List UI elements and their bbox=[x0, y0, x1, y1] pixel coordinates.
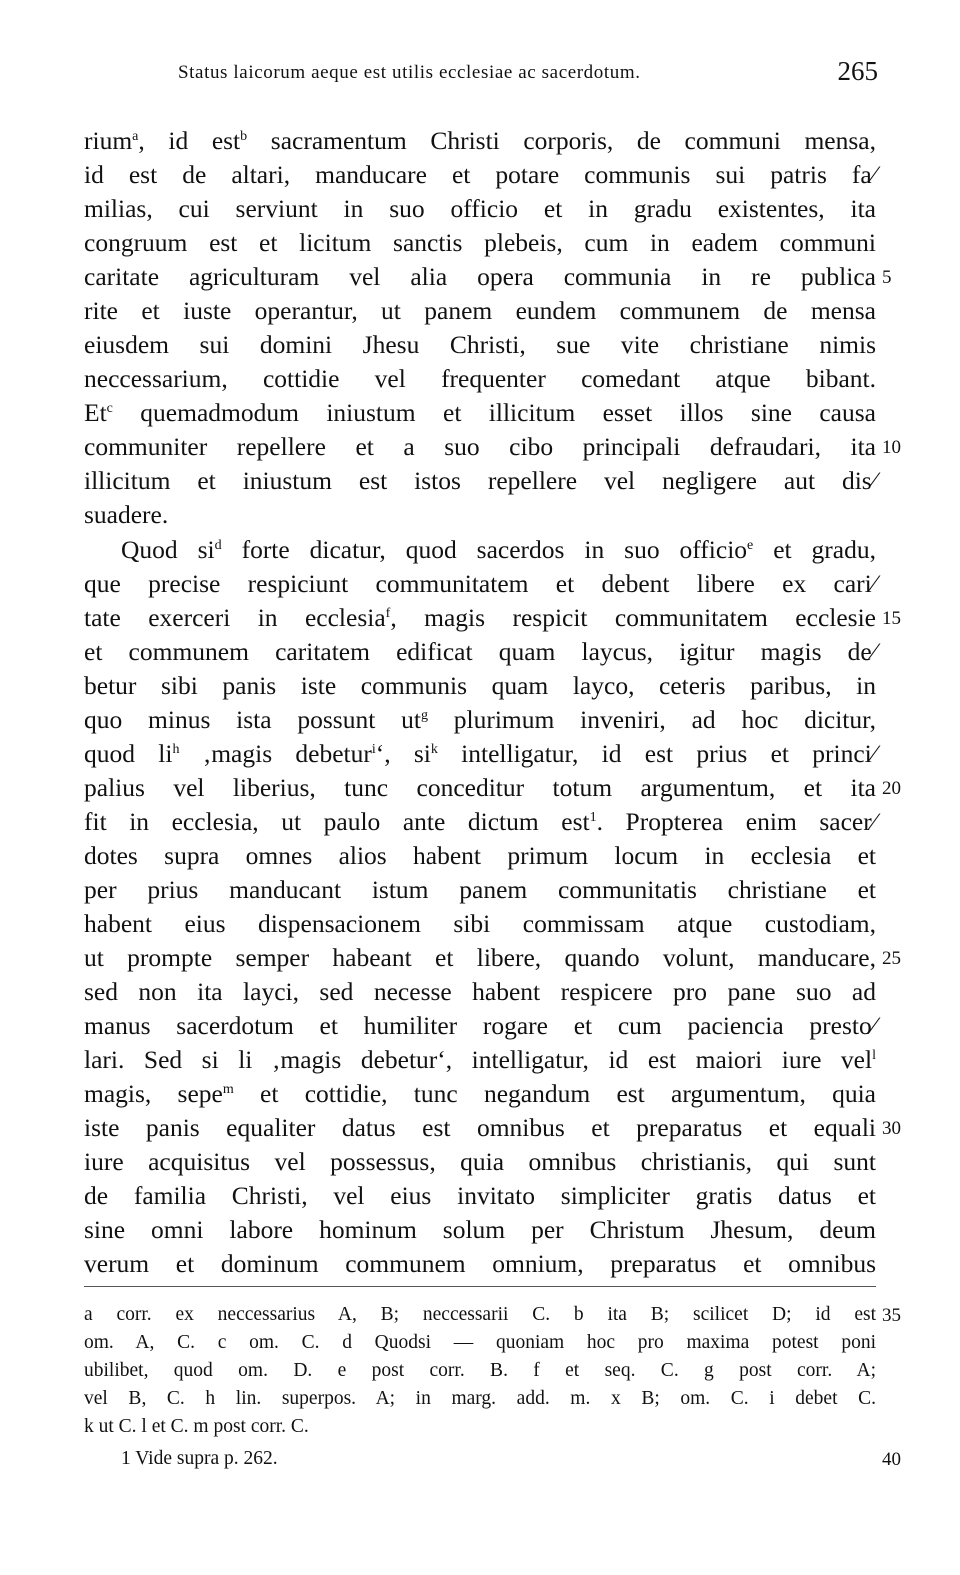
text-line: Et$^c$ quemadmodum iniustum et illicitum esset illos sine causa bbox=[84, 398, 876, 427]
line-number: 25 bbox=[882, 948, 901, 969]
paragraph-start-line: Quod $si^d$ forte dicatur, quod sacerdos in suo officio$^e$ et gradu, bbox=[121, 535, 876, 564]
text-line: habent eius dispensacionem sibi commissam atque custodiam, bbox=[84, 909, 876, 938]
text-line: quod $li^h$ ‚magis debetur$^i$‘, $si^k$ intelligatur, id est prius et princi⁄ bbox=[84, 739, 877, 768]
running-header bbox=[178, 56, 878, 92]
text-line: betur sibi panis iste communis quam layco, ceteris paribus, in bbox=[84, 671, 876, 700]
text-line: eiusdem sui domini Jhesu Christi, sue vite christiane nimis bbox=[84, 330, 876, 359]
text-line: lari. Sed si li ‚magis debetur‘, intelligatur, id est maiori iure vel$^l$ bbox=[84, 1045, 876, 1074]
apparatus-line: a corr. ex neccessarius A, B; neccessarii C. b ita B; scilicet D; id est bbox=[84, 1304, 876, 1325]
text-line: verum et dominum communem omnium, preparatus et omnibus bbox=[84, 1249, 876, 1278]
text-line: caritate agriculturam vel alia opera communia in re publica bbox=[84, 262, 876, 291]
text-line: illicitum et iniustum est istos repellere vel negligere aut dis⁄ bbox=[84, 466, 876, 495]
line-number: 10 bbox=[882, 437, 901, 458]
text-line: iure acquisitus vel possessus, quia omnibus christianis, qui sunt bbox=[84, 1147, 876, 1176]
page-number: 265 bbox=[837, 56, 878, 86]
text-line: dotes supra omnes alios habent primum locum in ecclesia et bbox=[84, 841, 876, 870]
text-line: manus sacerdotum et humiliter rogare et cum paciencia presto⁄ bbox=[84, 1011, 876, 1040]
line-number: 15 bbox=[882, 608, 901, 629]
text-line: suadere. bbox=[84, 500, 169, 529]
text-line: quo minus ista possunt $ut^g$ plurimum inveniri, ad hoc dicitur, bbox=[84, 705, 876, 734]
text-line: congruum est et licitum sanctis plebeis, cum in eadem communi bbox=[84, 228, 876, 257]
line-number: 40 bbox=[882, 1449, 901, 1470]
text-line: magis, sepe$^m$ et cottidie, tunc negandum est argumentum, quia bbox=[84, 1079, 876, 1108]
line-number: 20 bbox=[882, 778, 901, 799]
apparatus-line: om. A, C. c om. C. d Quodsi — quoniam hoc pro maxima potest poni bbox=[84, 1332, 876, 1353]
line-number: 5 bbox=[882, 267, 892, 288]
text-line: sine omni labore hominum solum per Christum Jhesum, deum bbox=[84, 1215, 876, 1244]
text-line: neccessarium, cottidie vel frequenter comedant atque bibant. bbox=[84, 364, 876, 393]
apparatus-line: vel B, C. h lin. superpos. A; in marg. add. m. x B; om. C. i debet C. bbox=[84, 1388, 876, 1409]
text-line: palius vel liberius, tunc conceditur totum argumentum, et ita bbox=[84, 773, 876, 802]
text-line: de familia Christi, vel eius invitato simpliciter gratis datus et bbox=[84, 1181, 876, 1210]
apparatus-line: k ut C. l et C. m post corr. C. bbox=[84, 1416, 309, 1437]
text-line: per prius manducant istum panem communitatis christiane et bbox=[84, 875, 876, 904]
running-title: Status laicorum aeque est utilis ecclesiae ac sacerdotum. bbox=[178, 62, 641, 83]
text-line: rium$^a$, id est$^b$ sacramentum Christi corporis, de communi mensa, bbox=[84, 126, 876, 155]
text-line: et communem caritatem edificat quam laycus, igitur magis de⁄ bbox=[84, 637, 876, 666]
text-line: iste panis equaliter datus est omnibus et preparatus et equali bbox=[84, 1113, 876, 1142]
footnote-divider bbox=[84, 1286, 876, 1287]
text-line: sed non ita layci, sed necesse habent respicere pro pane suo ad bbox=[84, 977, 876, 1006]
text-line: fit in ecclesia, ut paulo ante dictum est$^1$. Propterea enim sacer⁄ bbox=[84, 807, 876, 836]
line-number: 35 bbox=[882, 1305, 901, 1326]
text-line: ut prompte semper habeant et libere, quando volunt, manducare, bbox=[84, 943, 876, 972]
text-line: tate exerceri in ecclesia$^f$, magis respicit communitatem ecclesie bbox=[84, 603, 876, 632]
text-line: id est de altari, manducare et potare communis sui patris fa⁄ bbox=[84, 160, 876, 189]
text-line: rite et iuste operantur, ut panem eundem communem de mensa bbox=[84, 296, 876, 325]
source-footnote: 1 Vide supra p. 262. bbox=[121, 1448, 278, 1469]
apparatus-line: ubilibet, quod om. D. e post corr. B. f et seq. C. g post corr. A; bbox=[84, 1360, 876, 1381]
text-line: milias, cui serviunt in suo officio et in gradu existentes, ita bbox=[84, 194, 876, 223]
text-line: communiter repellere et a suo cibo principali defraudari, ita bbox=[84, 432, 876, 461]
line-number: 30 bbox=[882, 1118, 901, 1139]
text-line: que precise respiciunt communitatem et debent libere ex cari⁄ bbox=[84, 569, 876, 598]
